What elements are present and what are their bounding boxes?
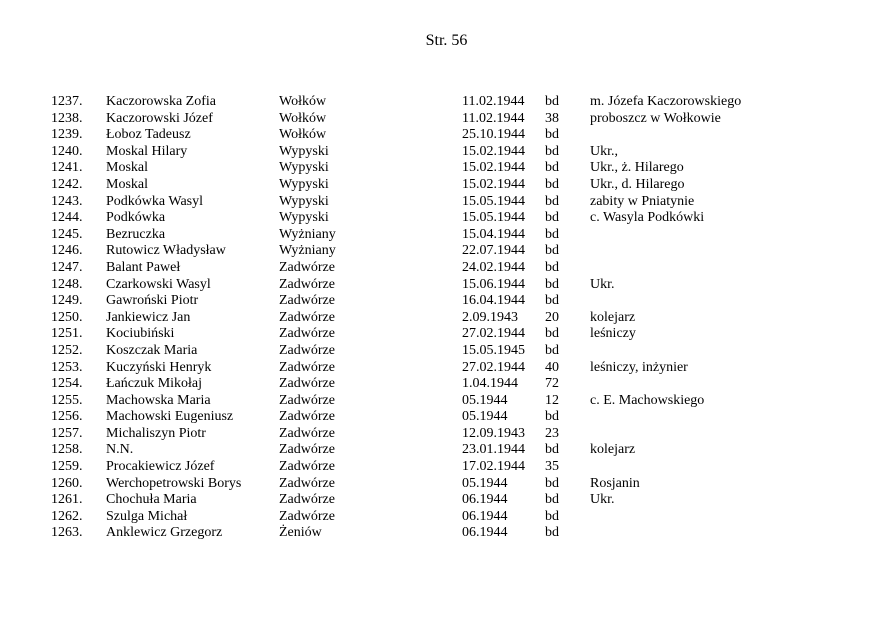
record-age: bd bbox=[545, 94, 559, 109]
record-age: 72 bbox=[545, 376, 559, 392]
record-number: 1243. bbox=[51, 193, 83, 209]
record-row bbox=[0, 393, 893, 410]
record-row bbox=[0, 210, 893, 227]
record-date: 16.04.1944 bbox=[462, 293, 525, 309]
record-number: 1263. bbox=[51, 525, 83, 541]
record-name: Bezruczka bbox=[106, 226, 166, 242]
record-number: 1261. bbox=[51, 492, 83, 508]
record-number: 1237. bbox=[51, 94, 83, 109]
record-name: Podkówka Wasyl bbox=[106, 193, 204, 209]
record-name: Kociubiński bbox=[106, 326, 175, 342]
record-age: 23 bbox=[545, 425, 559, 441]
record-number: 1255. bbox=[51, 392, 83, 408]
record-place: Zadwórze bbox=[279, 475, 335, 491]
record-row bbox=[0, 177, 893, 194]
record-place: Wypyski bbox=[279, 176, 329, 192]
record-name: Rutowicz Władysław bbox=[106, 243, 226, 259]
record-row bbox=[0, 293, 893, 310]
record-note: m. Józefa Kaczorowskiego bbox=[590, 94, 742, 109]
page-header: Str. 56 bbox=[425, 32, 468, 49]
record-note: kolejarz bbox=[590, 309, 636, 325]
record-row bbox=[0, 426, 893, 443]
record-age: bd bbox=[545, 442, 559, 458]
record-date: 15.05.1944 bbox=[462, 193, 525, 209]
record-note: Ukr. bbox=[590, 276, 615, 292]
record-date: 06.1944 bbox=[462, 508, 508, 524]
record-date: 11.02.1944 bbox=[462, 110, 525, 126]
record-row bbox=[0, 360, 893, 377]
record-number: 1258. bbox=[51, 442, 83, 458]
record-row bbox=[0, 326, 893, 343]
record-name: Kaczorowski Józef bbox=[106, 110, 213, 126]
record-age: bd bbox=[545, 176, 559, 192]
record-row bbox=[0, 376, 893, 393]
record-place: Zadwórze bbox=[279, 326, 335, 342]
record-date: 23.01.1944 bbox=[462, 442, 525, 458]
record-row bbox=[0, 111, 893, 128]
record-number: 1250. bbox=[51, 309, 83, 325]
record-row bbox=[0, 243, 893, 260]
record-name: Kuczyński Henryk bbox=[106, 359, 212, 375]
record-place: Zadwórze bbox=[279, 376, 335, 392]
record-place: Zadwórze bbox=[279, 309, 335, 325]
record-date: 27.02.1944 bbox=[462, 359, 525, 375]
record-name: Czarkowski Wasyl bbox=[106, 276, 211, 292]
record-date: 15.05.1945 bbox=[462, 342, 525, 358]
record-date: 2.09.1943 bbox=[462, 309, 518, 325]
record-place: Zadwórze bbox=[279, 508, 335, 524]
record-place: Zadwórze bbox=[279, 276, 335, 292]
record-date: 15.04.1944 bbox=[462, 226, 525, 242]
record-place: Wołków bbox=[279, 94, 327, 109]
record-note: c. E. Machowskiego bbox=[590, 392, 705, 408]
record-place: Zadwórze bbox=[279, 492, 335, 508]
record-age: bd bbox=[545, 293, 559, 309]
record-place: Zadwórze bbox=[279, 409, 335, 425]
record-age: bd bbox=[545, 127, 559, 143]
record-place: Zadwórze bbox=[279, 259, 335, 275]
record-row bbox=[0, 277, 893, 294]
record-row bbox=[0, 343, 893, 360]
record-name: Balant Paweł bbox=[106, 259, 181, 275]
record-place: Zadwórze bbox=[279, 342, 335, 358]
record-name: Werchopetrowski Borys bbox=[106, 475, 242, 491]
record-name: Procakiewicz Józef bbox=[106, 459, 215, 475]
record-row bbox=[0, 442, 893, 459]
record-name: N.N. bbox=[106, 442, 134, 458]
record-age: bd bbox=[545, 475, 559, 491]
record-row bbox=[0, 227, 893, 244]
record-place: Zadwórze bbox=[279, 459, 335, 475]
record-note: Ukr., d. Hilarego bbox=[590, 176, 685, 192]
record-number: 1262. bbox=[51, 508, 83, 524]
record-age: bd bbox=[545, 326, 559, 342]
records-list bbox=[0, 94, 893, 542]
record-name: Michaliszyn Piotr bbox=[106, 425, 206, 441]
record-age: bd bbox=[545, 143, 559, 159]
record-date: 12.09.1943 bbox=[462, 425, 525, 441]
record-number: 1251. bbox=[51, 326, 83, 342]
record-note: Ukr., bbox=[590, 143, 618, 159]
record-date: 1.04.1944 bbox=[462, 376, 518, 392]
record-place: Wołków bbox=[279, 110, 327, 126]
record-number: 1259. bbox=[51, 459, 83, 475]
record-age: 12 bbox=[545, 392, 559, 408]
record-date: 11.02.1944 bbox=[462, 94, 525, 109]
record-note: zabity w Pniatynie bbox=[590, 193, 695, 209]
record-name: Moskal Hilary bbox=[106, 143, 188, 159]
record-date: 05.1944 bbox=[462, 392, 508, 408]
record-number: 1252. bbox=[51, 342, 83, 358]
record-age: bd bbox=[545, 210, 559, 226]
record-name: Koszczak Maria bbox=[106, 342, 198, 358]
record-note: c. Wasyla Podkówki bbox=[590, 210, 705, 226]
record-number: 1256. bbox=[51, 409, 83, 425]
record-number: 1257. bbox=[51, 425, 83, 441]
record-note: Ukr. bbox=[590, 492, 615, 508]
record-age: bd bbox=[545, 508, 559, 524]
record-age: 38 bbox=[545, 110, 559, 126]
record-name: Łańczuk Mikołaj bbox=[106, 376, 203, 392]
record-number: 1253. bbox=[51, 359, 83, 375]
record-date: 15.02.1944 bbox=[462, 176, 525, 192]
record-place: Zadwórze bbox=[279, 359, 335, 375]
record-name: Moskal bbox=[106, 160, 148, 176]
record-number: 1245. bbox=[51, 226, 83, 242]
record-age: bd bbox=[545, 276, 559, 292]
record-name: Łoboz Tadeusz bbox=[106, 127, 191, 143]
record-place: Wypyski bbox=[279, 160, 329, 176]
record-place: Zadwórze bbox=[279, 442, 335, 458]
record-date: 05.1944 bbox=[462, 409, 508, 425]
record-age: bd bbox=[545, 259, 559, 275]
record-note: leśniczy, inżynier bbox=[590, 359, 688, 375]
record-number: 1260. bbox=[51, 475, 83, 491]
record-note: proboszcz w Wołkowie bbox=[590, 110, 721, 126]
record-date: 05.1944 bbox=[462, 475, 508, 491]
record-row bbox=[0, 459, 893, 476]
record-note: Ukr., ż. Hilarego bbox=[590, 160, 684, 176]
record-age: bd bbox=[545, 492, 559, 508]
record-date: 06.1944 bbox=[462, 525, 508, 541]
record-name: Jankiewicz Jan bbox=[106, 309, 191, 325]
record-row bbox=[0, 144, 893, 161]
record-date: 15.06.1944 bbox=[462, 276, 525, 292]
record-row bbox=[0, 409, 893, 426]
record-date: 24.02.1944 bbox=[462, 259, 525, 275]
record-age: bd bbox=[545, 342, 559, 358]
record-row bbox=[0, 194, 893, 211]
record-number: 1247. bbox=[51, 259, 83, 275]
record-note: leśniczy bbox=[590, 326, 636, 342]
record-place: Zadwórze bbox=[279, 392, 335, 408]
record-date: 15.02.1944 bbox=[462, 143, 525, 159]
record-place: Wypyski bbox=[279, 210, 329, 226]
record-age: 20 bbox=[545, 309, 559, 325]
record-row bbox=[0, 525, 893, 542]
record-name: Anklewicz Grzegorz bbox=[106, 525, 223, 541]
record-row bbox=[0, 94, 893, 111]
record-date: 15.05.1944 bbox=[462, 210, 525, 226]
record-number: 1248. bbox=[51, 276, 83, 292]
record-row bbox=[0, 260, 893, 277]
record-name: Szulga Michał bbox=[106, 508, 188, 524]
record-name: Moskal bbox=[106, 176, 148, 192]
record-date: 25.10.1944 bbox=[462, 127, 525, 143]
record-date: 22.07.1944 bbox=[462, 243, 525, 259]
record-row bbox=[0, 492, 893, 509]
record-age: bd bbox=[545, 525, 559, 541]
record-number: 1238. bbox=[51, 110, 83, 126]
record-number: 1244. bbox=[51, 210, 83, 226]
record-place: Wypyski bbox=[279, 193, 329, 209]
record-name: Gawroński Piotr bbox=[106, 293, 199, 309]
record-number: 1254. bbox=[51, 376, 83, 392]
record-number: 1241. bbox=[51, 160, 83, 176]
record-row bbox=[0, 160, 893, 177]
record-name: Chochuła Maria bbox=[106, 492, 197, 508]
record-name: Machowska Maria bbox=[106, 392, 211, 408]
record-place: Zadwórze bbox=[279, 293, 335, 309]
record-number: 1249. bbox=[51, 293, 83, 309]
record-row bbox=[0, 127, 893, 144]
record-note: Rosjanin bbox=[590, 475, 640, 491]
record-date: 06.1944 bbox=[462, 492, 508, 508]
record-note: kolejarz bbox=[590, 442, 636, 458]
record-date: 27.02.1944 bbox=[462, 326, 525, 342]
record-age: 40 bbox=[545, 359, 559, 375]
record-row bbox=[0, 509, 893, 526]
record-name: Machowski Eugeniusz bbox=[106, 409, 234, 425]
record-place: Wyżniany bbox=[279, 243, 336, 259]
record-age: 35 bbox=[545, 459, 559, 475]
record-number: 1239. bbox=[51, 127, 83, 143]
record-row bbox=[0, 476, 893, 493]
record-number: 1246. bbox=[51, 243, 83, 259]
record-name: Kaczorowska Zofia bbox=[106, 94, 217, 109]
record-place: Wyżniany bbox=[279, 226, 336, 242]
record-place: Żeniów bbox=[279, 525, 322, 541]
record-number: 1242. bbox=[51, 176, 83, 192]
record-age: bd bbox=[545, 193, 559, 209]
record-age: bd bbox=[545, 409, 559, 425]
record-name: Podkówka bbox=[106, 210, 166, 226]
record-age: bd bbox=[545, 226, 559, 242]
record-age: bd bbox=[545, 243, 559, 259]
record-date: 17.02.1944 bbox=[462, 459, 525, 475]
record-age: bd bbox=[545, 160, 559, 176]
record-place: Wypyski bbox=[279, 143, 329, 159]
record-place: Zadwórze bbox=[279, 425, 335, 441]
record-number: 1240. bbox=[51, 143, 83, 159]
record-date: 15.02.1944 bbox=[462, 160, 525, 176]
record-place: Wołków bbox=[279, 127, 327, 143]
record-row bbox=[0, 310, 893, 327]
